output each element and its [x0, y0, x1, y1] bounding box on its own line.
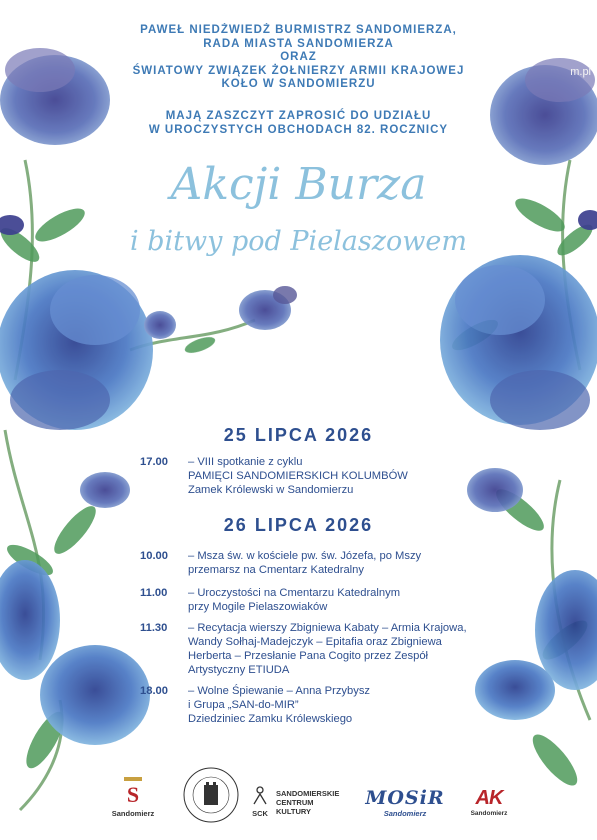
invitation-text — [0, 110, 597, 137]
event-description — [188, 684, 478, 726]
organizer-line: RADA MIASTA SANDOMIERZA — [203, 37, 394, 50]
logo-label: CENTRUM — [276, 797, 314, 807]
event-line: i Grupa „SAN-do-MIR” — [188, 699, 299, 711]
organizer-line: ŚWIATOWY ZWIĄZEK ŻOŁNIERZY ARMII KRAJOWEJ — [132, 64, 465, 77]
logo-label: Sandomierz — [383, 809, 427, 818]
svg-text:S: S — [126, 782, 140, 804]
event-line: Artystyczny ETIUDA — [188, 664, 290, 676]
event-line: przy Mogile Pielaszowiaków — [188, 601, 328, 613]
event-line: Wandy Sołhaj-Madejczyk – Epitafia oraz Zbigniewa — [188, 636, 442, 648]
mosir-wordmark: MOSiR — [365, 787, 445, 809]
watermark: m.pl — [570, 66, 591, 78]
event-description — [188, 586, 478, 614]
event-line: Herberta – Przesłanie Pana Cogito przez Zespół — [188, 650, 429, 662]
event-line: – VIII spotkanie z cyklu — [188, 456, 303, 468]
mosir-logo — [360, 787, 450, 818]
museum-logo — [182, 766, 240, 826]
logo-label: Sandomierz — [111, 809, 155, 818]
sandomierz-logo — [108, 776, 158, 818]
date-heading: 26 LIPCA 2026 — [223, 515, 374, 535]
event-time: 11.00 — [140, 587, 168, 599]
date-heading: 25 LIPCA 2026 — [223, 425, 374, 445]
event-description — [188, 455, 478, 497]
logo-label: KULTURY — [276, 806, 311, 816]
sck-mark-text: SCK — [252, 809, 268, 818]
logo-label: Sandomierz — [470, 810, 508, 817]
sck-figure-icon — [251, 786, 269, 806]
organizers-block — [0, 24, 597, 92]
event-line: PAMIĘCI SANDOMIERSKICH KOLUMBÓW — [188, 470, 408, 482]
event-description — [188, 549, 478, 577]
sck-mark — [248, 786, 272, 818]
event-time: 10.00 — [140, 550, 168, 562]
title-line-2: i bitwy pod Pielaszowem — [130, 226, 467, 257]
event-description — [188, 621, 478, 677]
event-time: 11.30 — [140, 622, 168, 634]
invitation-line: W UROCZYSTYCH OBCHODACH 82. ROCZNICY — [148, 123, 449, 136]
sck-logo — [248, 786, 348, 818]
event-line: – Msza św. w kościele pw. św. Józefa, po Mszy — [188, 550, 422, 562]
event-line: przemarsz na Cmentarz Katedralny — [188, 564, 364, 576]
organizer-line: ORAZ — [280, 51, 317, 63]
event-line: – Recytacja wierszy Zbigniewa Kabaty – Armia Krajowa, — [188, 622, 467, 634]
event-line: – Wolne Śpiewanie – Anna Przybysz — [188, 685, 371, 697]
ak-wordmark: AK — [475, 787, 503, 809]
event-time: 17.00 — [140, 456, 168, 468]
event-time: 18.00 — [140, 685, 168, 697]
event-line: Zamek Królewski w Sandomierzu — [188, 484, 354, 496]
invitation-line: MAJĄ ZASZCZYT ZAPROSIĆ DO UDZIAŁU — [165, 110, 432, 122]
organizer-line: KOŁO W SANDOMIERZU — [221, 78, 376, 90]
sandomierz-crest-icon — [120, 776, 146, 804]
event-line: Dziedziniec Zamku Królewskiego — [188, 713, 353, 725]
title-line-1: Akcji Burza — [170, 159, 427, 210]
event-line: – Uroczystości na Cmentarzu Katedralnym — [188, 587, 401, 599]
organizer-line: PAWEŁ NIEDŹWIEDŹ BURMISTRZ SANDOMIERZA, — [140, 24, 457, 36]
museum-seal-icon — [182, 766, 240, 824]
logo-label: SANDOMIERSKIE — [276, 788, 340, 798]
ak-logo — [466, 787, 512, 818]
